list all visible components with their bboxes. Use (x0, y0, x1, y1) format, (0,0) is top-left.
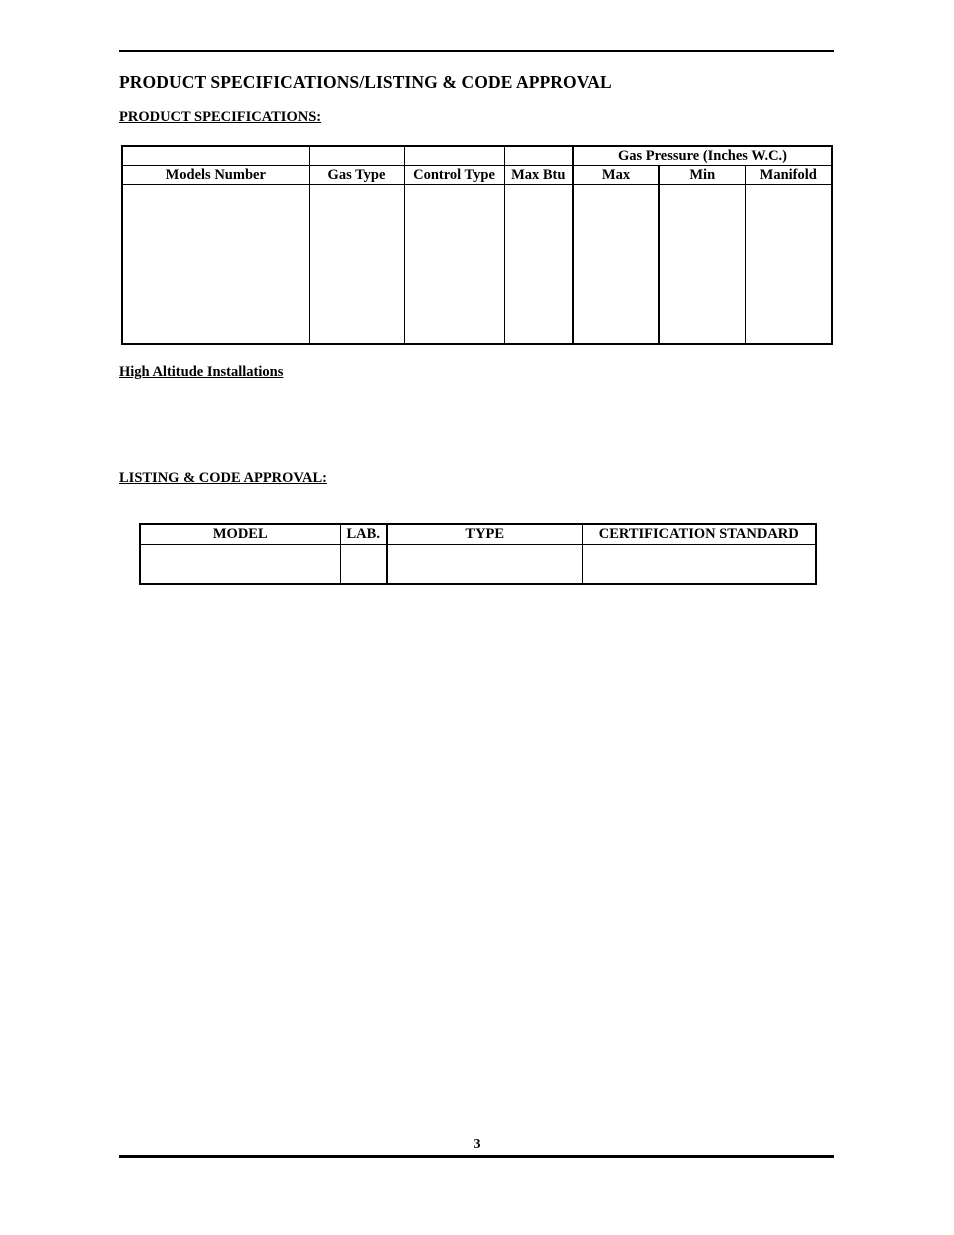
column-header-type: TYPE (387, 524, 582, 545)
listing-cell-certification-standard (582, 545, 816, 585)
column-header-models-number: Models Number (122, 166, 309, 185)
specs-cell-models-number (122, 185, 309, 345)
column-header-control-type: Control Type (404, 166, 504, 185)
specs-empty-cell (504, 146, 573, 166)
column-header-lab: LAB. (340, 524, 387, 545)
specs-cell-max (573, 185, 659, 345)
specs-empty-cell (404, 146, 504, 166)
page-number: 3 (473, 1137, 481, 1152)
table-row (140, 545, 816, 585)
gas-pressure-group-header: Gas Pressure (Inches W.C.) (573, 146, 832, 166)
column-header-manifold: Manifold (745, 166, 832, 185)
bottom-rule (119, 1155, 834, 1158)
column-header-min: Min (659, 166, 745, 185)
listing-cell-lab (340, 545, 387, 585)
table-row (122, 185, 832, 345)
specs-empty-cell (122, 146, 309, 166)
specs-column-header-row (122, 166, 832, 185)
specs-cell-max-btu (504, 185, 573, 345)
listing-cell-type (387, 545, 582, 585)
specs-cell-min (659, 185, 745, 345)
specs-empty-cell (309, 146, 404, 166)
product-specifications-label: PRODUCT SPECIFICATIONS: (119, 109, 322, 125)
column-header-max: Max (573, 166, 659, 185)
specs-cell-manifold (745, 185, 832, 345)
specs-cell-gas-type (309, 185, 404, 345)
listing-code-approval-label: LISTING & CODE APPROVAL: (119, 470, 327, 486)
specs-cell-control-type (404, 185, 504, 345)
product-specifications-table (121, 145, 833, 345)
listing-header-row (140, 524, 816, 545)
top-rule (119, 50, 834, 52)
high-altitude-label: High Altitude Installations (119, 364, 284, 380)
listing-code-approval-table (139, 523, 817, 585)
column-header-certification-standard: CERTIFICATION STANDARD (582, 524, 816, 545)
listing-cell-model (140, 545, 340, 585)
column-header-gas-type: Gas Type (309, 166, 404, 185)
column-header-model: MODEL (140, 524, 340, 545)
specs-group-header-row (122, 146, 832, 166)
column-header-max-btu: Max Btu (504, 166, 573, 185)
page-title: PRODUCT SPECIFICATIONS/LISTING & CODE APPROVAL (119, 72, 612, 92)
